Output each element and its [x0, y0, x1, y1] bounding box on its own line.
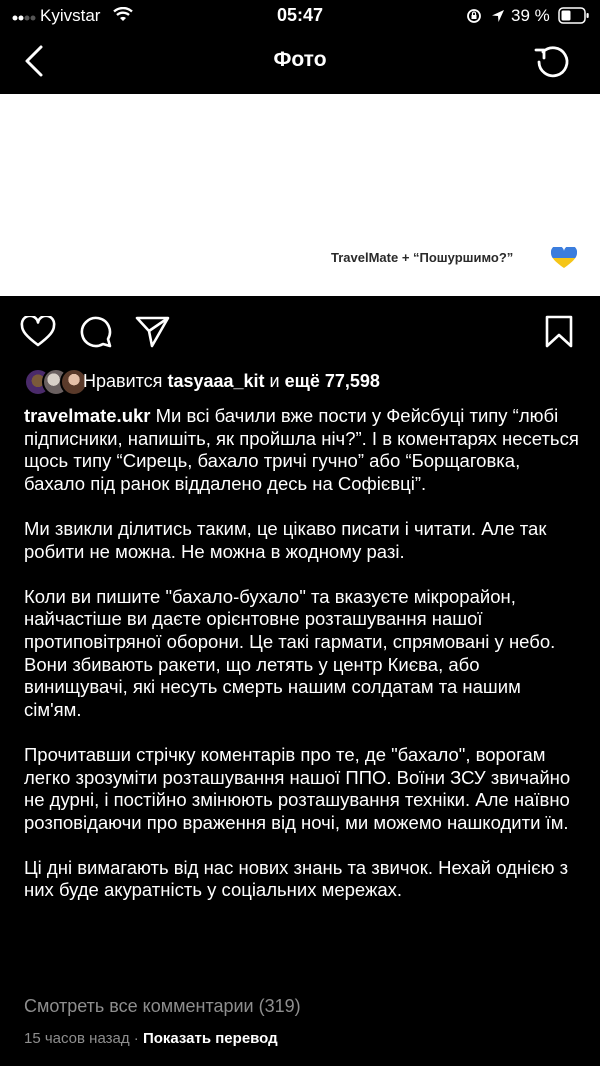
caption-paragraph: Ці дні вимагають від нас нових знань та звичок. Нехай однією з них буде акуратність у соціальних мережах. — [24, 856, 569, 901]
comment-icon[interactable] — [79, 315, 113, 349]
caption-paragraph — [24, 405, 580, 495]
likes-prefix: Нравится — [83, 371, 163, 391]
page-title: Фото — [273, 48, 327, 71]
heart-emoji-icon — [551, 247, 577, 269]
carrier-name: Kyivstar — [40, 6, 101, 25]
likes-summary[interactable] — [83, 371, 380, 392]
clock: 05:47 — [276, 5, 324, 25]
likes-conjunction: и — [269, 371, 280, 391]
caption-paragraph: Ми звикли ділитись таким, це цікаво писати і читати. Але так робити не можна. Не можна в жодному разі. — [24, 517, 547, 562]
likes-count[interactable]: ещё 77,598 — [284, 371, 380, 391]
post-meta — [24, 1030, 278, 1047]
caption-paragraph: Прочитавши стрічку коментарів про те, де "бахало", ворогам легко зрозуміти розташування нашої ППО. Воїни ЗСУ звичайно не дурні, і постійно змінюють розташування техніки. Але наївно розповідаючи про враження від ночі, ми можемо нашкодити їм. — [24, 743, 571, 833]
image-caption: TravelMate + “Пошуршимо?” — [331, 250, 514, 265]
status-bar — [0, 0, 600, 32]
liked-by-user[interactable]: tasyaaa_kit — [167, 371, 265, 391]
view-comments-link[interactable]: Смотреть все комментарии (319) — [24, 996, 301, 1016]
rotation-lock-icon — [466, 8, 482, 24]
post-image[interactable] — [0, 94, 600, 296]
post-username[interactable]: travelmate.ukr — [24, 405, 151, 426]
bookmark-icon[interactable] — [544, 315, 574, 349]
post-timestamp: 15 часов назад — [24, 1030, 130, 1047]
heart-icon[interactable] — [20, 316, 56, 348]
battery-percent: 39 % — [511, 6, 550, 25]
location-icon — [490, 8, 506, 24]
caption-text: Ми всі бачили вже пости у Фейсбуці типу “любі підписники, напишіть, як пройшла ніч?”. І в коментарях несеться щось типу “Сирець, бахало тричі гучно” або “Борщаговка, бахало під ранок віддалено десь на Софієвці”. — [24, 405, 579, 494]
battery-icon — [558, 7, 590, 24]
translate-link[interactable]: Показать перевод — [142, 1030, 278, 1047]
meta-separator: · — [133, 1030, 139, 1047]
post-caption — [24, 405, 580, 925]
caption-paragraph: Коли ви пишите "бахало-бухало" та вказуєте мікрорайон, найчастіше ви даєте орієнтовне розташування нашої протиповітряної оборони. Це такі гармати, спрямовані у небо. Вони збивають ракети, що летять у центр Києва, або винищувачі, які несуть смерть нашим солдатам та нашим сім'ям. — [24, 585, 556, 720]
refresh-icon[interactable] — [534, 43, 572, 79]
share-icon[interactable] — [135, 315, 171, 349]
liked-by-avatars[interactable] — [24, 368, 90, 396]
